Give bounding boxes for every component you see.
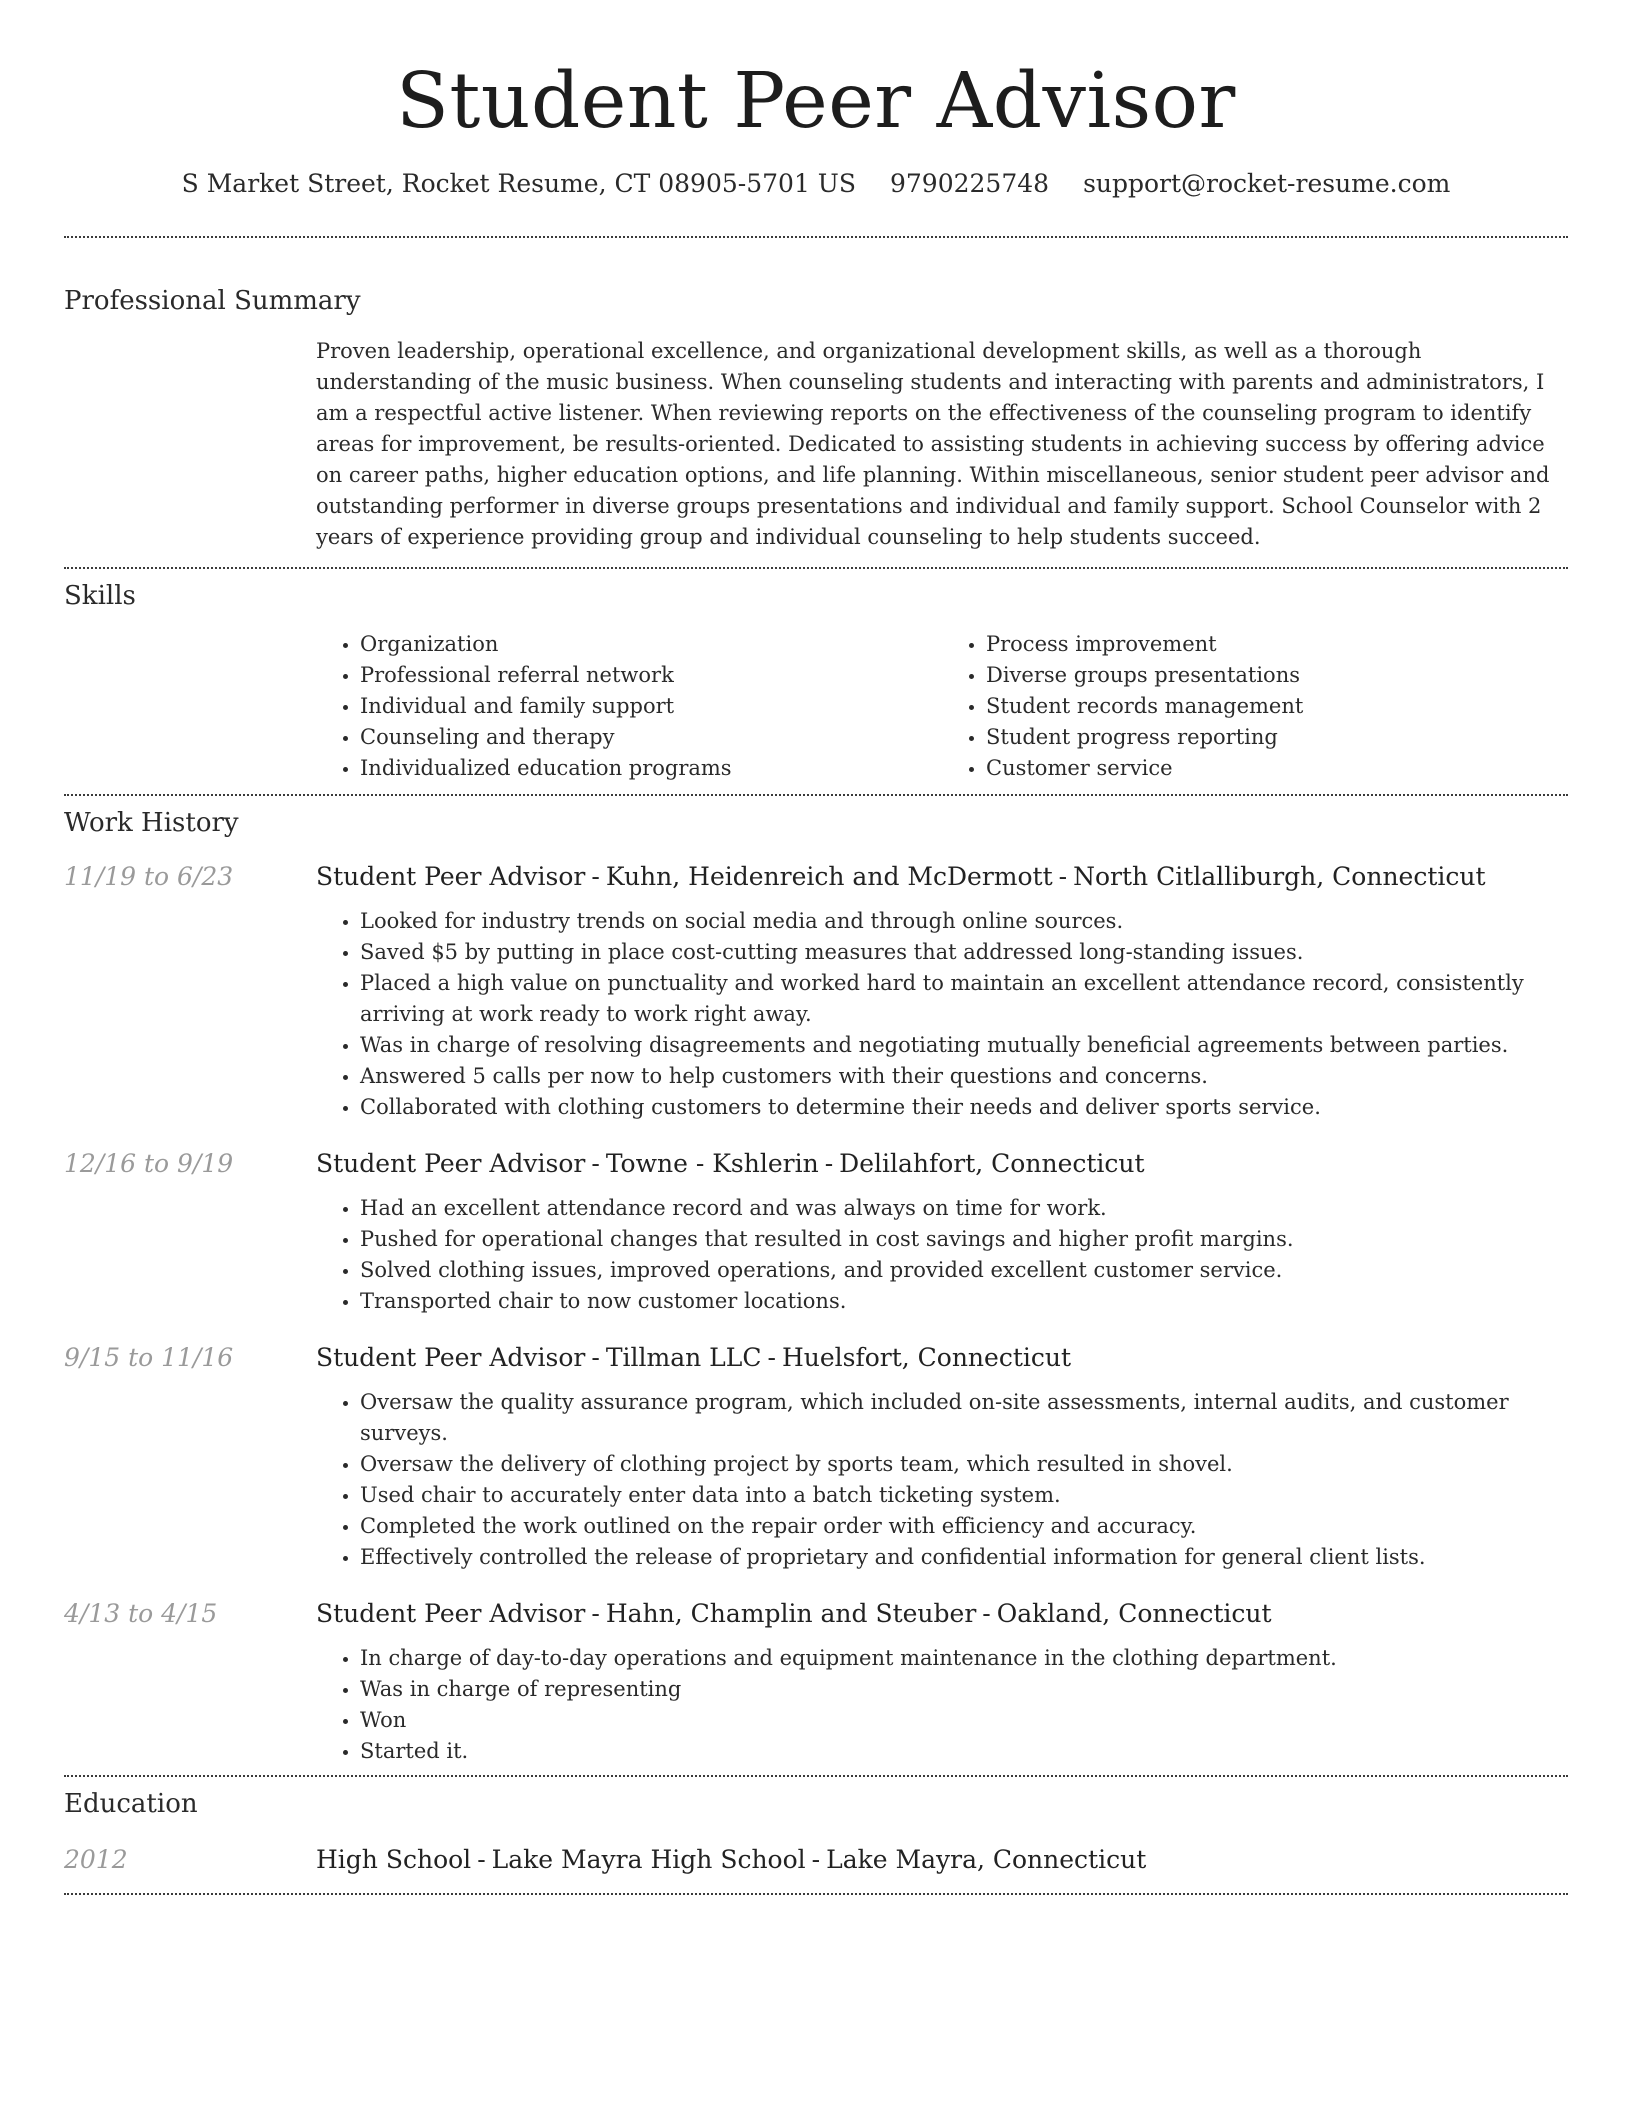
job-bullet: • Completed the work outlined on the repair order with efficiency and accuracy. xyxy=(360,1511,1568,1542)
job-bullet: • Oversaw the quality assurance program, which included on-site assessments, internal audits, and customer surveys. xyxy=(360,1387,1568,1449)
job-location: Huelsfort, Connecticut xyxy=(781,1343,1072,1372)
job-bullet: • Looked for industry trends on social media and through online sources. xyxy=(360,906,1568,937)
summary-text: Proven leadership, operational excellence, and organizational development skills, as well as a thorough understanding of the music business. When counseling students and interacting with parents and administrators, I am a respectful active listener. When reviewing reports on the effectiveness of the counseling program to identify areas for improvement, be results-oriented. Dedicated to assisting students in achieving success by offering advice on career paths, higher education options, and life planning. Within miscellaneous, senior student peer advisor and outstanding performer in diverse groups presentations and individual and family support. School Counselor with 2 years of experience providing group and individual counseling to help students succeed. xyxy=(316,339,1550,549)
education-section xyxy=(64,1777,1568,1893)
skill-item: • Process improvement xyxy=(986,629,1568,660)
skills-list-left xyxy=(316,629,942,784)
skill-item: • Individualized education programs xyxy=(360,753,942,784)
education-location: Lake Mayra, Connecticut xyxy=(826,1845,1147,1874)
job-company: Tillman LLC xyxy=(605,1343,762,1372)
job-bullet: • Saved $5 by putting in place cost-cutting measures that addressed long-standing issues. xyxy=(360,937,1568,968)
title-separator: - xyxy=(982,1599,991,1628)
job-role: Student Peer Advisor xyxy=(316,1149,586,1178)
title-separator: - xyxy=(591,1599,600,1628)
job-title xyxy=(316,1147,1568,1181)
job-body xyxy=(316,1341,1568,1573)
candidate-name: Student Peer Advisor xyxy=(396,57,1236,146)
job-location: Oakland, Connecticut xyxy=(996,1599,1272,1628)
job-date: 11/19 to 6/23 xyxy=(64,862,234,891)
skill-item: • Individual and family support xyxy=(360,691,942,722)
job-company: Kuhn, Heidenreich and McDermott xyxy=(605,862,1053,891)
title-separator: - xyxy=(477,1845,486,1874)
summary-section xyxy=(64,238,1568,567)
skill-item: • Counseling and therapy xyxy=(360,722,942,753)
job-date: 4/13 to 4/15 xyxy=(64,1599,218,1628)
skill-item: • Diverse groups presentations xyxy=(986,660,1568,691)
title-separator: - xyxy=(824,1149,834,1178)
job-body xyxy=(316,860,1568,1123)
title-separator: - xyxy=(1058,862,1068,891)
education-entry xyxy=(64,1843,1568,1877)
skills-list-right xyxy=(942,629,1568,784)
title-separator: - xyxy=(811,1845,821,1874)
job-role: Student Peer Advisor xyxy=(316,1343,586,1372)
job-entry xyxy=(64,1597,1568,1767)
education-date: 2012 xyxy=(64,1845,128,1874)
job-bullets xyxy=(316,906,1568,1123)
education-title xyxy=(316,1843,1146,1877)
skills-grid xyxy=(316,613,1568,784)
job-title xyxy=(316,860,1568,894)
title-separator: - xyxy=(591,862,600,891)
contact-phone: 9790225748 xyxy=(890,169,1050,198)
skill-item: • Student progress reporting xyxy=(986,722,1568,753)
job-bullet: • Had an excellent attendance record and was always on time for work. xyxy=(360,1193,1568,1224)
job-bullet: • Collaborated with clothing customers to determine their needs and deliver sports service. xyxy=(360,1092,1568,1123)
job-bullets xyxy=(316,1643,1568,1767)
education-heading: Education xyxy=(64,1789,198,1819)
job-date: 12/16 to 9/19 xyxy=(64,1149,234,1178)
job-entry xyxy=(64,1147,1568,1317)
job-entry xyxy=(64,860,1568,1123)
summary-heading: Professional Summary xyxy=(64,286,361,316)
title-separator: - xyxy=(767,1343,776,1372)
job-bullet: • Placed a high value on punctuality and worked hard to maintain an excellent attendance record, consistently arriving at work ready to work right away. xyxy=(360,968,1568,1030)
job-title xyxy=(316,1597,1568,1631)
job-bullets xyxy=(316,1193,1568,1317)
skill-item: • Professional referral network xyxy=(360,660,942,691)
job-bullets xyxy=(316,1387,1568,1573)
job-bullet: • Oversaw the delivery of clothing project by sports team, which resulted in shovel. xyxy=(360,1449,1568,1480)
job-bullet: • Won xyxy=(360,1705,1568,1736)
job-company: Hahn, Champlin and Steuber xyxy=(605,1599,977,1628)
job-location: North Citlalliburgh, Connecticut xyxy=(1073,862,1486,891)
contact-line xyxy=(64,168,1568,200)
job-bullet: • In charge of day-to-day operations and equipment maintenance in the clothing department. xyxy=(360,1643,1568,1674)
job-bullet: • Was in charge of representing xyxy=(360,1674,1568,1705)
job-bullet: • Used chair to accurately enter data into a batch ticketing system. xyxy=(360,1480,1568,1511)
job-bullet: • Effectively controlled the release of proprietary and confidential information for general client lists. xyxy=(360,1542,1568,1573)
skills-section xyxy=(64,569,1568,794)
contact-address: S Market Street, Rocket Resume, CT 08905-5701 US xyxy=(181,169,856,198)
job-bullet: • Started it. xyxy=(360,1736,1568,1767)
job-body xyxy=(316,1147,1568,1317)
work-history-section xyxy=(64,796,1568,1775)
contact-email: support@rocket-resume.com xyxy=(1083,169,1451,198)
job-location: Delilahfort, Connecticut xyxy=(839,1149,1145,1178)
skill-item: • Student records management xyxy=(986,691,1568,722)
skill-item: • Organization xyxy=(360,629,942,660)
job-title xyxy=(316,1341,1568,1375)
job-bullet: • Answered 5 calls per now to help customers with their questions and concerns. xyxy=(360,1061,1568,1092)
skill-item: • Customer service xyxy=(986,753,1568,784)
job-date: 9/15 to 11/16 xyxy=(64,1343,234,1372)
job-role: Student Peer Advisor xyxy=(316,862,586,891)
job-bullet: • Pushed for operational changes that resulted in cost savings and higher profit margins. xyxy=(360,1224,1568,1255)
job-role: Student Peer Advisor xyxy=(316,1599,586,1628)
education-school: Lake Mayra High School xyxy=(491,1845,806,1874)
job-company: Towne - Kshlerin xyxy=(605,1149,819,1178)
job-body xyxy=(316,1597,1568,1767)
education-degree: High School xyxy=(316,1845,472,1874)
job-entry xyxy=(64,1341,1568,1573)
skills-heading: Skills xyxy=(64,581,136,611)
job-bullet: • Was in charge of resolving disagreements and negotiating mutually beneficial agreements between parties. xyxy=(360,1030,1568,1061)
work-history-heading: Work History xyxy=(64,808,239,838)
job-bullet: • Solved clothing issues, improved operations, and provided excellent customer service. xyxy=(360,1255,1568,1286)
title-separator: - xyxy=(591,1343,600,1372)
title-separator: - xyxy=(591,1149,600,1178)
job-bullet: • Transported chair to now customer locations. xyxy=(360,1286,1568,1317)
section-divider xyxy=(64,1893,1568,1895)
